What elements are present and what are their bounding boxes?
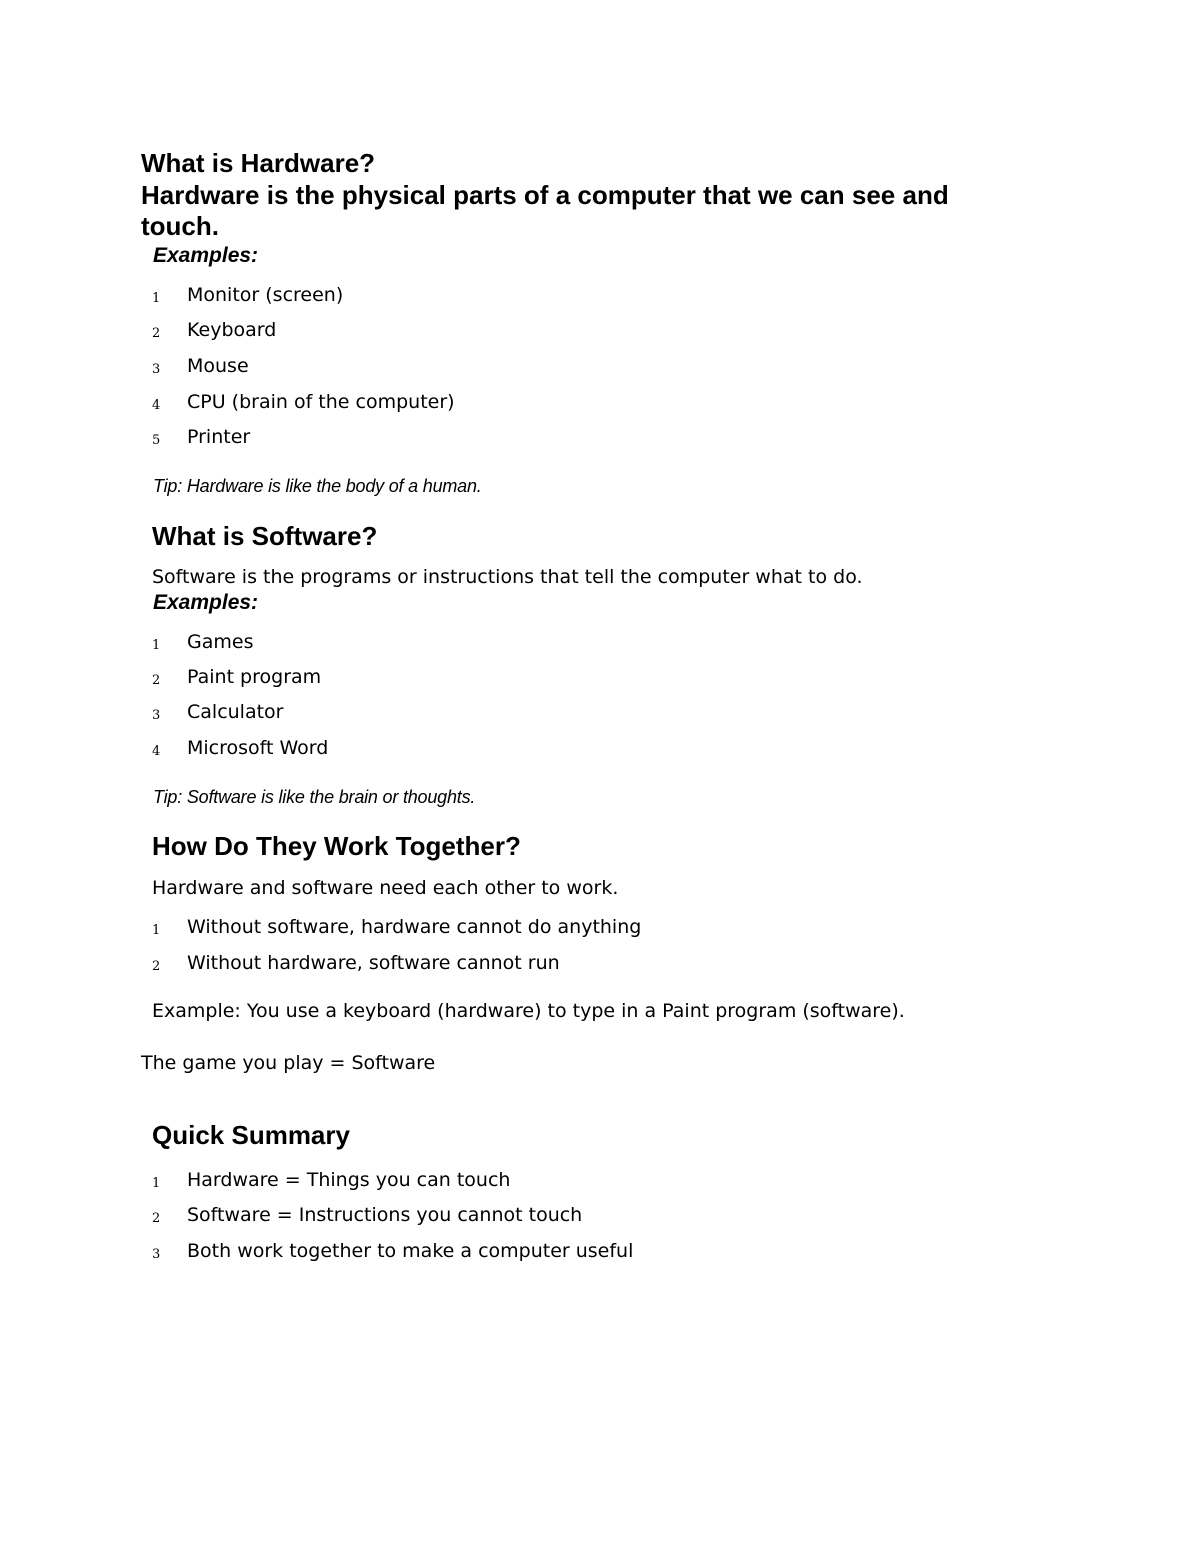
list-item-text: Microsoft Word	[187, 737, 329, 759]
hardware-definition-line2: touch.	[141, 211, 219, 241]
list-number: 1	[152, 638, 161, 653]
hardware-title: What is Hardware?	[141, 148, 376, 178]
summary-title: Quick Summary	[152, 1120, 350, 1150]
list-number: 2	[152, 1211, 161, 1226]
list-number: 5	[152, 433, 161, 448]
list-item-text: Calculator	[187, 701, 284, 723]
list-item-text: Monitor (screen)	[187, 284, 344, 306]
list-number: 2	[152, 959, 161, 974]
list-item-text: Paint program	[187, 666, 322, 688]
list-item-text: Hardware = Things you can touch	[187, 1169, 511, 1191]
list-number: 4	[152, 744, 161, 759]
software-title: What is Software?	[152, 521, 378, 551]
list-number: 3	[152, 362, 161, 377]
together-intro: Hardware and software need each other to work.	[152, 877, 619, 899]
together-example: Example: You use a keyboard (hardware) to type in a Paint program (software).	[152, 1000, 905, 1022]
list-number: 1	[152, 291, 161, 306]
list-number: 1	[152, 923, 161, 938]
list-item-text: Printer	[187, 426, 251, 448]
list-number: 2	[152, 673, 161, 688]
software-definition: Software is the programs or instructions that tell the computer what to do.	[152, 566, 863, 588]
hardware-examples-label: Examples:	[153, 244, 259, 267]
list-item-text: Without software, hardware cannot do anything	[187, 916, 642, 938]
list-item-text: Software = Instructions you cannot touch	[187, 1204, 583, 1226]
list-number: 2	[152, 326, 161, 341]
list-item-text: Without hardware, software cannot run	[187, 952, 560, 974]
together-title: How Do They Work Together?	[152, 831, 521, 861]
list-item-text: Both work together to make a computer useful	[187, 1240, 634, 1262]
list-item-text: Keyboard	[187, 319, 277, 341]
game-line: The game you play = Software	[141, 1052, 436, 1074]
list-number: 1	[152, 1176, 161, 1191]
list-number: 3	[152, 1247, 161, 1262]
hardware-definition-line1: Hardware is the physical parts of a computer that we can see and	[141, 180, 949, 210]
list-number: 3	[152, 708, 161, 723]
software-tip: Tip: Software is like the brain or thoughts.	[153, 787, 476, 807]
list-item-text: Games	[187, 631, 254, 653]
software-examples-label: Examples:	[153, 591, 259, 614]
list-item-text: Mouse	[187, 355, 249, 377]
list-number: 4	[152, 398, 161, 413]
list-item-text: CPU (brain of the computer)	[187, 391, 455, 413]
hardware-tip: Tip: Hardware is like the body of a human.	[153, 476, 482, 496]
